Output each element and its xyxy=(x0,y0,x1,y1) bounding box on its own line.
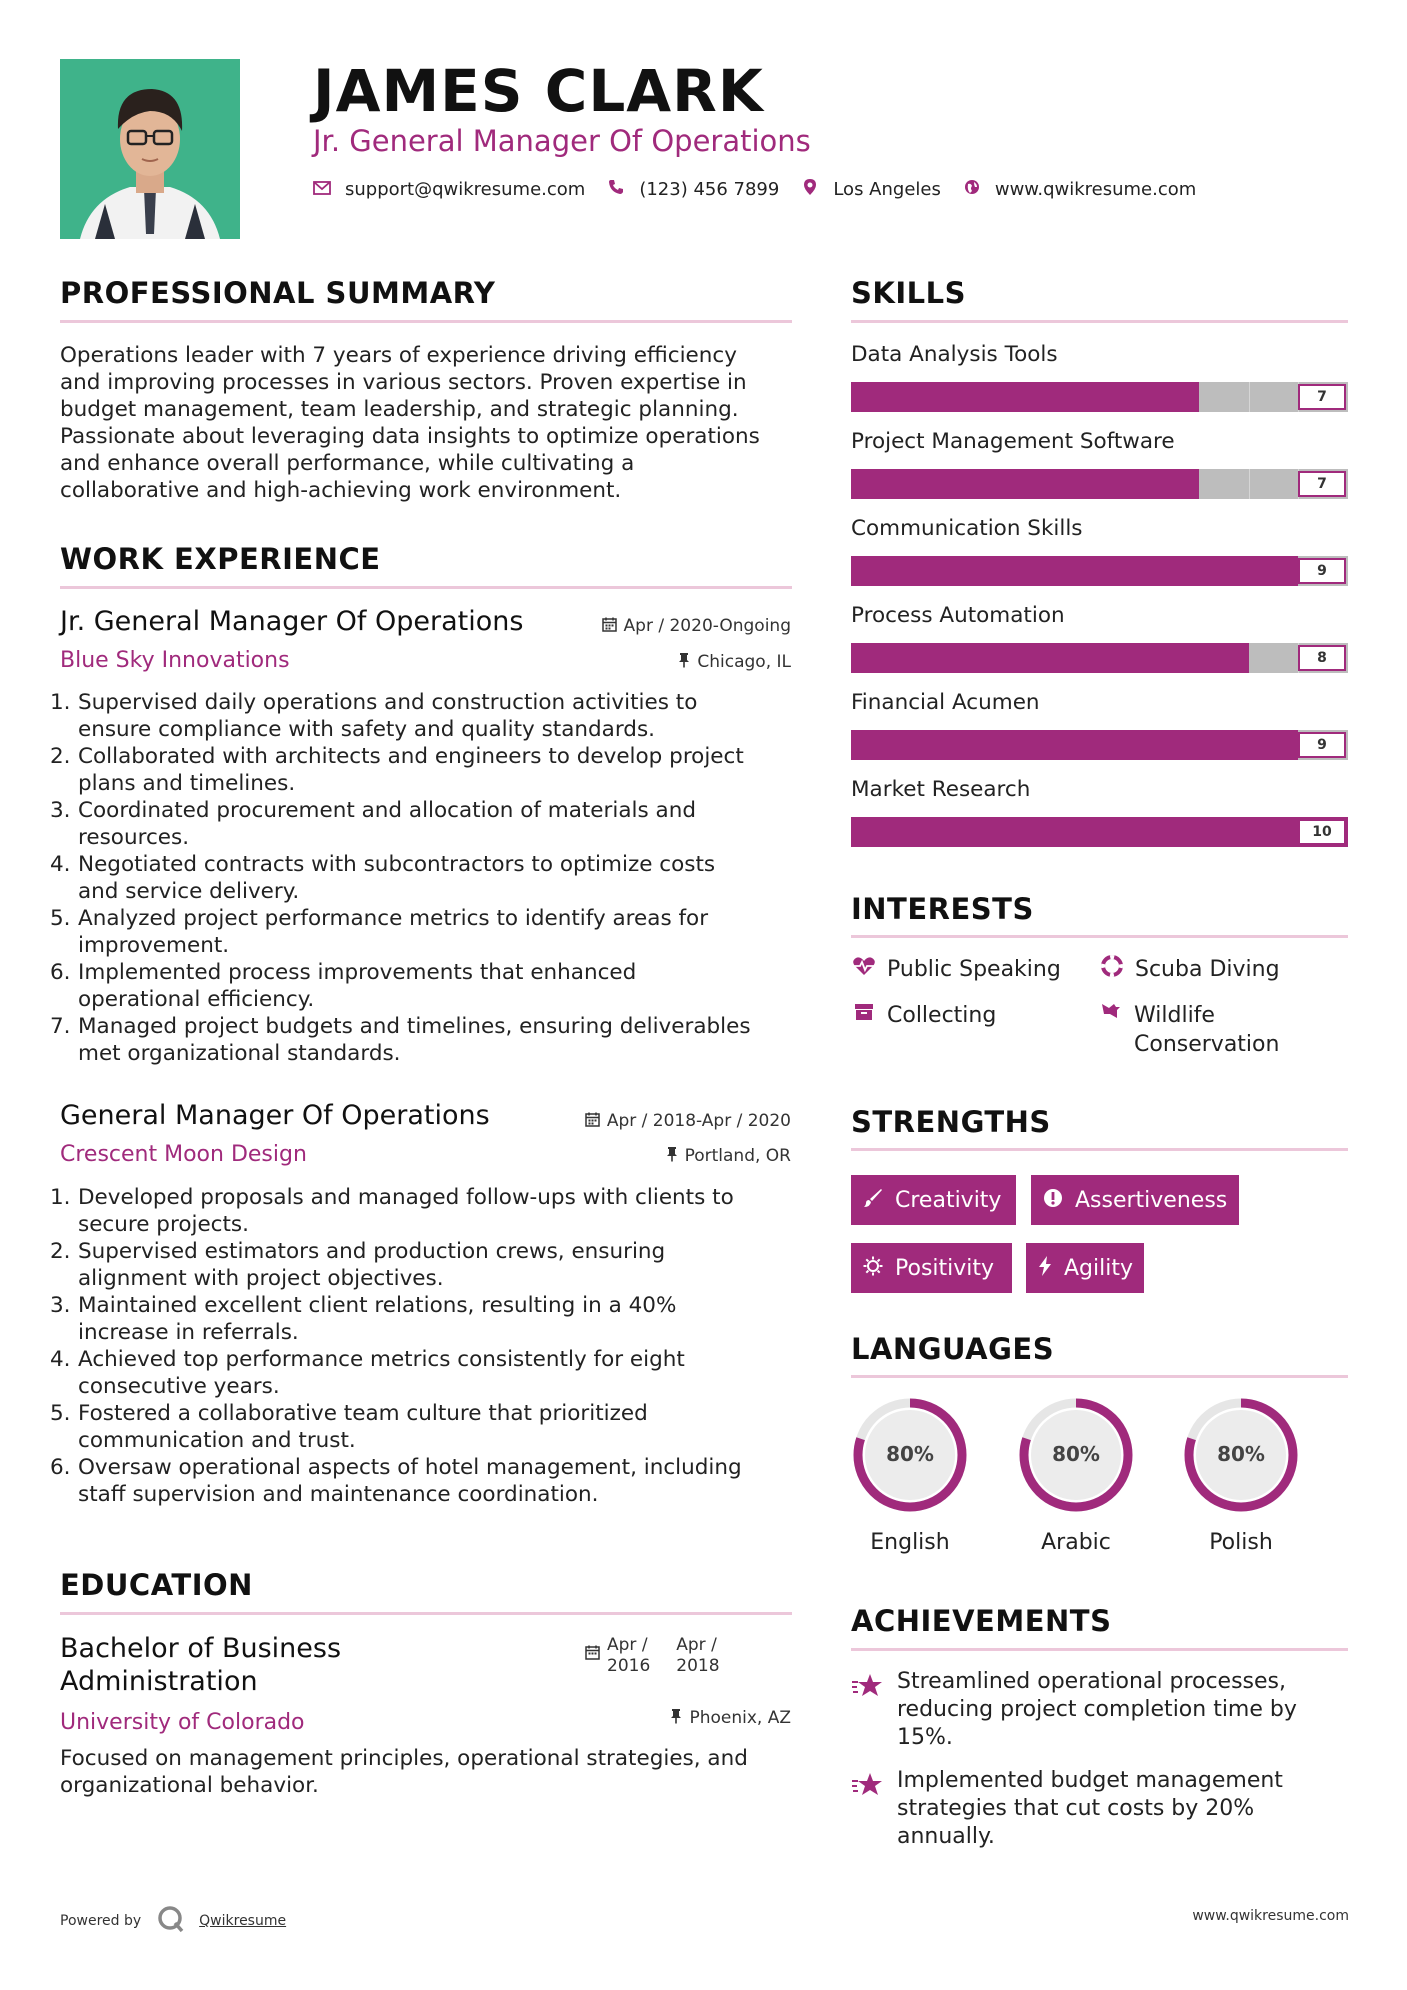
skill-score: 9 xyxy=(1298,732,1346,758)
strength-badge: Positivity xyxy=(851,1243,1012,1293)
exclamation-circle-icon xyxy=(1043,1188,1063,1213)
skill-score: 7 xyxy=(1298,471,1346,497)
skill-score: 7 xyxy=(1298,384,1346,410)
skill-bar-fill xyxy=(851,643,1249,673)
skill-bar xyxy=(851,817,1348,847)
job-responsibilities xyxy=(50,1184,800,1508)
archive-icon xyxy=(851,1001,877,1030)
interests-heading: INTERESTS xyxy=(851,892,1034,926)
contact-row xyxy=(313,178,1218,201)
achievement-item: Implemented budget management strategies that cut costs by 20% annually. xyxy=(897,1768,1283,1849)
map-pin-icon xyxy=(801,178,819,201)
skills-divider xyxy=(851,320,1348,323)
brush-icon xyxy=(863,1188,883,1213)
profile-photo xyxy=(60,59,240,239)
footer-powered-by: Powered by Qwikresume xyxy=(60,1905,286,1937)
list-item: 4. Achieved top performance metrics consistently for eight consecutive years. xyxy=(50,1347,685,1399)
summary-line: Passionate about leveraging data insights to optimize operations xyxy=(60,424,760,449)
language-percent: 80% xyxy=(1052,1442,1100,1466)
phone-icon xyxy=(607,179,625,200)
list-item: 1. Developed proposals and managed follow-ups with clients to secure projects. xyxy=(50,1185,734,1237)
summary-heading: PROFESSIONAL SUMMARY xyxy=(60,276,496,310)
job-dates xyxy=(585,1111,791,1131)
list-item: 6. Oversaw operational aspects of hotel management, including staff supervision and maintenance coordination. xyxy=(50,1455,742,1507)
skill-bar xyxy=(851,469,1348,499)
lifebuoy-icon xyxy=(1099,955,1125,985)
summary-line: and enhance overall performance, while cultivating a xyxy=(60,451,635,476)
skill-bar-fill xyxy=(851,556,1298,586)
experience-heading: WORK EXPERIENCE xyxy=(60,542,381,576)
summary-line: Operations leader with 7 years of experience driving efficiency xyxy=(60,343,737,368)
summary-line: and improving processes in various sectors. Proven expertise in xyxy=(60,370,747,395)
achievements-divider xyxy=(851,1648,1348,1651)
languages-divider xyxy=(851,1375,1348,1378)
education-divider xyxy=(60,1612,792,1615)
bird-icon xyxy=(1098,1001,1124,1030)
heartbeat-icon xyxy=(851,955,877,984)
list-item: 2. Collaborated with architects and engineers to develop project plans and timelines. xyxy=(50,744,744,796)
job-location xyxy=(678,652,791,672)
job-title: General Manager Of Operations xyxy=(60,1100,490,1131)
achievements-heading: ACHIEVEMENTS xyxy=(851,1604,1112,1638)
skill-score: 8 xyxy=(1298,645,1346,671)
education-end: Apr / 2018 xyxy=(676,1635,720,1676)
calendar-icon xyxy=(585,1645,600,1664)
education-heading: EDUCATION xyxy=(60,1568,253,1602)
list-item: 5. Analyzed project performance metrics to identify areas for improvement. xyxy=(50,906,709,958)
interest-item: Wildlife Conservation xyxy=(1134,1001,1279,1059)
job-dates-text: Apr / 2020-Ongoing xyxy=(623,616,791,636)
interest-item: Public Speaking xyxy=(887,955,1061,984)
summary-divider xyxy=(60,320,792,323)
skill-bar-segment xyxy=(1249,469,1250,499)
sun-icon xyxy=(863,1256,883,1281)
footer-website[interactable]: www.qwikresume.com xyxy=(1192,1908,1349,1924)
job-location-text: Chicago, IL xyxy=(697,652,791,672)
job-company: Crescent Moon Design xyxy=(60,1142,307,1167)
contact-email[interactable]: support@qwikresume.com xyxy=(345,179,586,200)
skill-label: Financial Acumen xyxy=(851,690,1040,715)
school-name: University of Colorado xyxy=(60,1710,305,1735)
strength-badge: Agility xyxy=(1026,1243,1144,1293)
education-location: Phoenix, AZ xyxy=(670,1708,791,1728)
experience-divider xyxy=(60,586,792,589)
skill-bar-fill xyxy=(851,730,1298,760)
contact-location: Los Angeles xyxy=(833,179,941,200)
skill-label: Process Automation xyxy=(851,603,1065,628)
list-item: 2. Supervised estimators and production crews, ensuring alignment with project objectives. xyxy=(50,1239,666,1291)
skill-bar-segment xyxy=(1249,382,1250,412)
job-responsibilities xyxy=(50,689,800,1067)
email-icon xyxy=(313,180,331,200)
skill-label: Project Management Software xyxy=(851,429,1175,454)
qwikresume-link[interactable]: Qwikresume xyxy=(199,1913,287,1929)
language-name: English xyxy=(870,1530,950,1555)
education-start: Apr / 2016 xyxy=(607,1635,651,1676)
list-item: 6. Implemented process improvements that enhanced operational efficiency. xyxy=(50,960,637,1012)
globe-icon xyxy=(963,179,981,200)
skill-label: Data Analysis Tools xyxy=(851,342,1058,367)
candidate-name: JAMES CLARK xyxy=(313,57,764,125)
job-title: Jr. General Manager Of Operations xyxy=(60,606,524,637)
candidate-title: Jr. General Manager Of Operations xyxy=(313,124,811,158)
job-location xyxy=(666,1146,791,1166)
list-item: 7. Managed project budgets and timelines, ensuring deliverables met organizational standards. xyxy=(50,1014,751,1066)
skill-bar xyxy=(851,382,1348,412)
strength-badge: Assertiveness xyxy=(1031,1175,1239,1225)
strength-badge: Creativity xyxy=(851,1175,1016,1225)
contact-website[interactable]: www.qwikresume.com xyxy=(994,179,1197,200)
skill-bar-fill xyxy=(851,469,1199,499)
achievement-item: Streamlined operational processes, reducing project completion time by 15%. xyxy=(897,1669,1297,1750)
job-company: Blue Sky Innovations xyxy=(60,648,290,673)
summary-text xyxy=(60,342,800,504)
summary-line: collaborative and high-achieving work environment. xyxy=(60,478,622,503)
language-percent: 80% xyxy=(1217,1442,1265,1466)
bolt-icon xyxy=(1038,1256,1052,1281)
calendar-icon xyxy=(602,617,617,636)
contact-phone: (123) 456 7899 xyxy=(639,179,780,200)
pushpin-icon xyxy=(670,1708,682,1728)
list-item: 5. Fostered a collaborative team culture that prioritized communication and trust. xyxy=(50,1401,648,1453)
calendar-icon xyxy=(585,1112,600,1131)
language-percent: 80% xyxy=(886,1442,934,1466)
strengths-divider xyxy=(851,1148,1348,1151)
skill-score: 10 xyxy=(1298,819,1346,845)
list-item: 4. Negotiated contracts with subcontractors to optimize costs and service delivery. xyxy=(50,852,716,904)
qwikresume-logo-icon xyxy=(157,1905,185,1937)
interest-item: Collecting xyxy=(887,1001,996,1030)
summary-line: budget management, team leadership, and strategic planning. xyxy=(60,397,739,422)
languages-heading: LANGUAGES xyxy=(851,1332,1055,1366)
skill-bar xyxy=(851,643,1348,673)
pushpin-icon xyxy=(666,1146,678,1166)
language-name: Polish xyxy=(1209,1530,1273,1555)
language-name: Arabic xyxy=(1041,1530,1111,1555)
degree-title: Bachelor of Business Administration xyxy=(60,1633,342,1697)
interests-divider xyxy=(851,935,1348,938)
skill-score: 9 xyxy=(1298,558,1346,584)
education-description: Focused on management principles, operational strategies, and organizational behavior. xyxy=(60,1746,748,1798)
job-dates xyxy=(602,616,791,636)
list-item: 3. Maintained excellent client relations, resulting in a 40% increase in referrals. xyxy=(50,1293,677,1345)
education-dates xyxy=(585,1635,720,1677)
job-location-text: Portland, OR xyxy=(684,1146,791,1166)
star-icon xyxy=(851,1672,883,1707)
list-item: 3. Coordinated procurement and allocation of materials and resources. xyxy=(50,798,696,850)
star-icon xyxy=(851,1771,883,1806)
skills-heading: SKILLS xyxy=(851,276,966,310)
skill-label: Market Research xyxy=(851,777,1031,802)
skill-bar xyxy=(851,556,1348,586)
skill-bar-fill xyxy=(851,382,1199,412)
skill-label: Communication Skills xyxy=(851,516,1083,541)
interest-item: Scuba Diving xyxy=(1135,955,1280,984)
strengths-heading: STRENGTHS xyxy=(851,1105,1051,1139)
skill-bar xyxy=(851,730,1348,760)
job-dates-text: Apr / 2018-Apr / 2020 xyxy=(606,1111,791,1131)
list-item: 1. Supervised daily operations and construction activities to ensure compliance with safety and quality standards. xyxy=(50,690,698,742)
pushpin-icon xyxy=(678,652,690,672)
skill-bar-fill xyxy=(851,817,1348,847)
